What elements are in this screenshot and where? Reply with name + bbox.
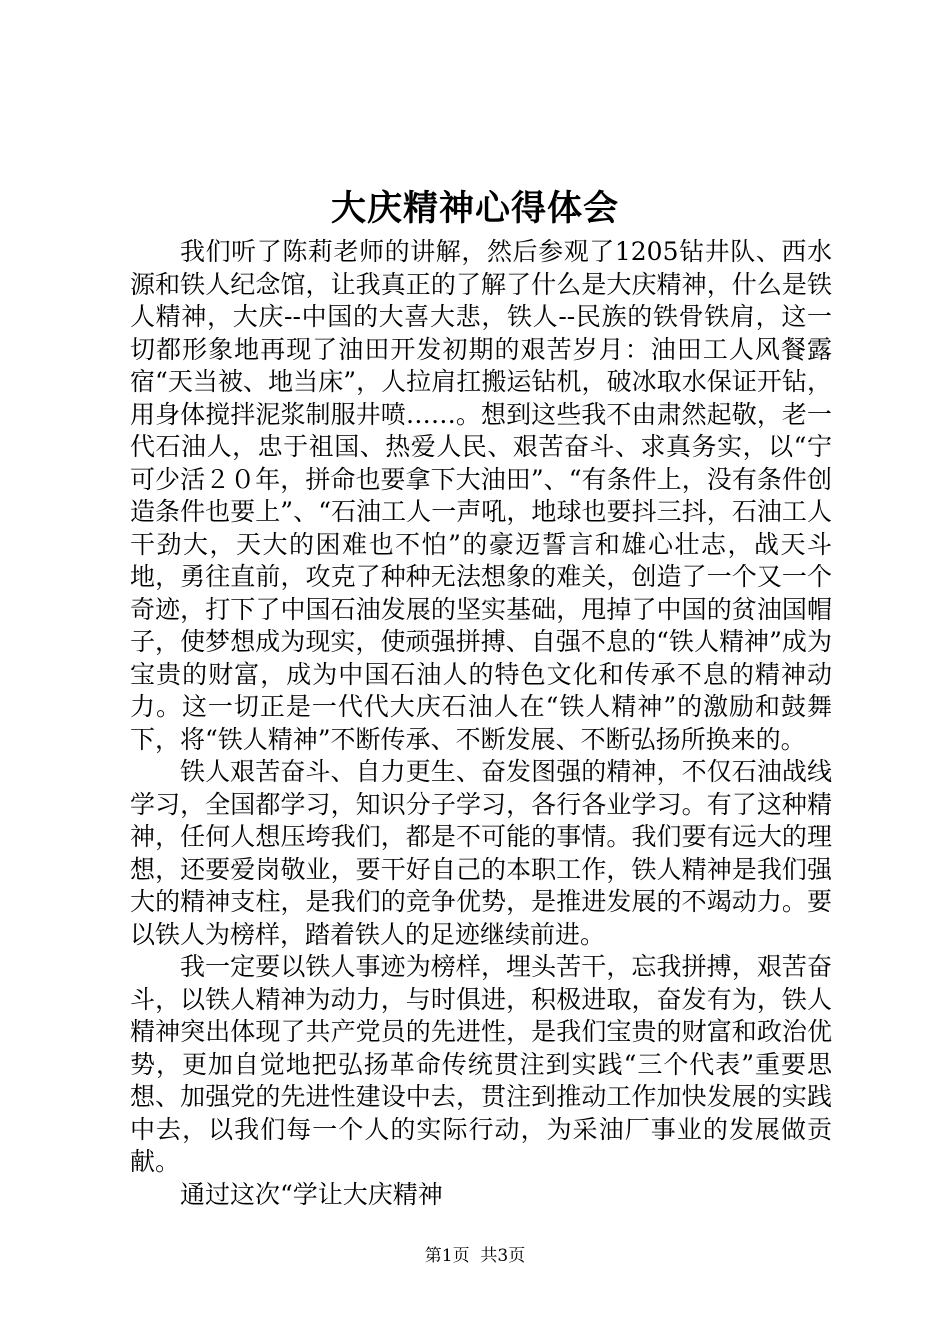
page-total: 共3页 xyxy=(480,1246,526,1266)
paragraph-4: 通过这次“学让大庆精神 xyxy=(180,1179,443,1209)
page-number: 第1页 xyxy=(424,1246,470,1266)
paragraph-2: 铁人艰苦奋斗、自力更生、奋发图强的精神，不仅石油战线学习，全国都学习，知识分子学习，各行各业学习。有了这种精神，任何人想压垮我们，都是不可能的事情。我们要有远大的理想，还要爱岗敬业，要干好自己的本职工作，铁人精神是我们强大的精神支柱，是我们的竞争优势，是推进发展的不竭动力。要以铁人为榜样，踏着铁人的足迹继续前进。 xyxy=(130,757,832,949)
paragraph-3: 我一定要以铁人事迹为榜样，埋头苦干，忘我拼搏，艰苦奋斗，以铁人精神为动力，与时俱进，积极进取，奋发有为，铁人精神突出体现了共产党员的先进性，是我们宝贵的财富和政治优势，更加自觉地把弘扬革命传统贯注到实践“三个代表”重要思想、加强党的先进性建设中去，贯注到推动工作加快发展的实践中去，以我们每一个人的实际行动，为采油厂事业的发展做贡献。 xyxy=(130,952,832,1176)
paragraph-1: 我们听了陈莉老师的讲解，然后参观了1205钻井队、西水源和铁人纪念馆，让我真正的了解了什么是大庆精神，什么是铁人精神，大庆--中国的大喜大悲，铁人--民族的铁骨铁肩，这一切都形象地再现了油田开发初期的艰苦岁月：油田工人风餐露宿“天当被、地当床”，人拉肩扛搬运钻机，破冰取水保证开钻，用身体搅拌泥浆制服井喷……。想到这些我不由肃然起敬，老一代石油人，忠于祖国、热爱人民、艰苦奋斗、求真务实，以“宁可少活２０年，拼命也要拿下大油田”、“有条件上，没有条件创造条件也要上”、“石油工人一声吼，地球也要抖三抖，石油工人干劲大，天大的困难也不怕”的豪迈誓言和雄心壮志，战天斗地，勇往直前，攻克了种种无法想象的难关，创造了一个又一个奇迹，打下了中国石油发展的坚实基础，甩掉了中国的贫油国帽子，使梦想成为现实，使顽强拼搏、自强不息的“铁人精神”成为宝贵的财富，成为中国石油人的特色文化和传承不息的精神动力。这一切正是一代代大庆石油人在“铁人精神”的激励和鼓舞下，将“铁人精神”不断传承、不断发展、不断弘扬所换来的。 xyxy=(130,237,832,754)
document-title: 大庆精神心得体会 xyxy=(330,188,619,229)
footer-spacer xyxy=(470,1246,481,1266)
document-body xyxy=(130,236,832,1211)
page-footer xyxy=(0,1244,950,1268)
